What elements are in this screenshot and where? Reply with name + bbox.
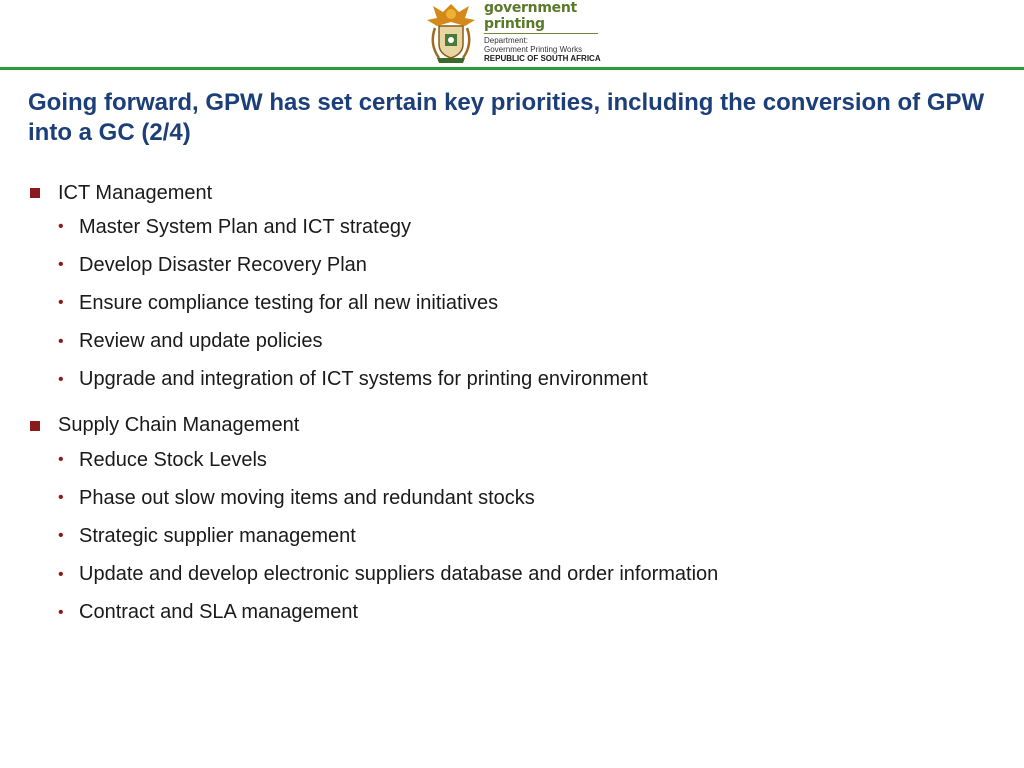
section-label: ICT Management [58,181,213,204]
dot-bullet-icon: • [58,294,64,312]
logo-department-label: Department: [484,36,529,45]
logo-divider [484,33,598,34]
section-label: Supply Chain Management [58,414,300,437]
dot-bullet-icon: • [58,370,64,388]
list-item [30,594,990,632]
sub-list [30,208,990,399]
header-divider [0,67,1024,70]
logo-word-printing: printing [484,16,545,32]
logo-department-name: Government Printing Works [484,45,583,54]
list-item [30,479,990,517]
slide-content [30,178,990,644]
slide-title: Going forward, GPW has set certain key priorities, including the conversion of GPW into a GC (2/4) [28,89,985,146]
dot-bullet-icon: • [58,332,64,350]
list-item [30,284,990,322]
dot-bullet-icon: • [58,451,64,469]
list-item [30,246,990,284]
logo-country: REPUBLIC OF SOUTH AFRICA [484,54,601,63]
section-supply-chain-management [30,411,990,632]
list-item [30,323,990,361]
dot-bullet-icon: • [58,527,64,545]
list-item-label: Ensure compliance testing for all new initiatives [79,291,499,314]
logo-word-government: government [484,0,577,16]
dot-bullet-icon: • [58,603,64,621]
dot-bullet-icon: • [58,565,64,583]
coat-of-arms-icon [425,0,477,64]
square-bullet-icon [30,188,40,198]
list-item-label: Reduce Stock Levels [79,448,267,471]
list-item-label: Phase out slow moving items and redundant stocks [79,486,535,509]
square-bullet-icon [30,421,40,431]
list-item-label: Strategic supplier management [79,524,356,547]
list-item-label: Master System Plan and ICT strategy [79,215,411,238]
sub-list [30,441,990,632]
section-heading [30,178,990,208]
list-item-label: Contract and SLA management [79,601,359,624]
gpw-logo [425,0,605,66]
section-ict-management [30,178,990,399]
list-item-label: Update and develop electronic suppliers database and order information [79,563,719,586]
list-item-label: Review and update policies [79,330,323,353]
list-item [30,208,990,246]
list-item-label: Upgrade and integration of ICT systems for printing environment [79,368,648,391]
dot-bullet-icon: • [58,489,64,507]
list-item [30,517,990,555]
list-item-label: Develop Disaster Recovery Plan [79,253,367,276]
dot-bullet-icon: • [58,256,64,274]
dot-bullet-icon: • [58,218,64,236]
list-item [30,441,990,479]
list-item [30,361,990,399]
list-item [30,556,990,594]
section-heading [30,411,990,441]
